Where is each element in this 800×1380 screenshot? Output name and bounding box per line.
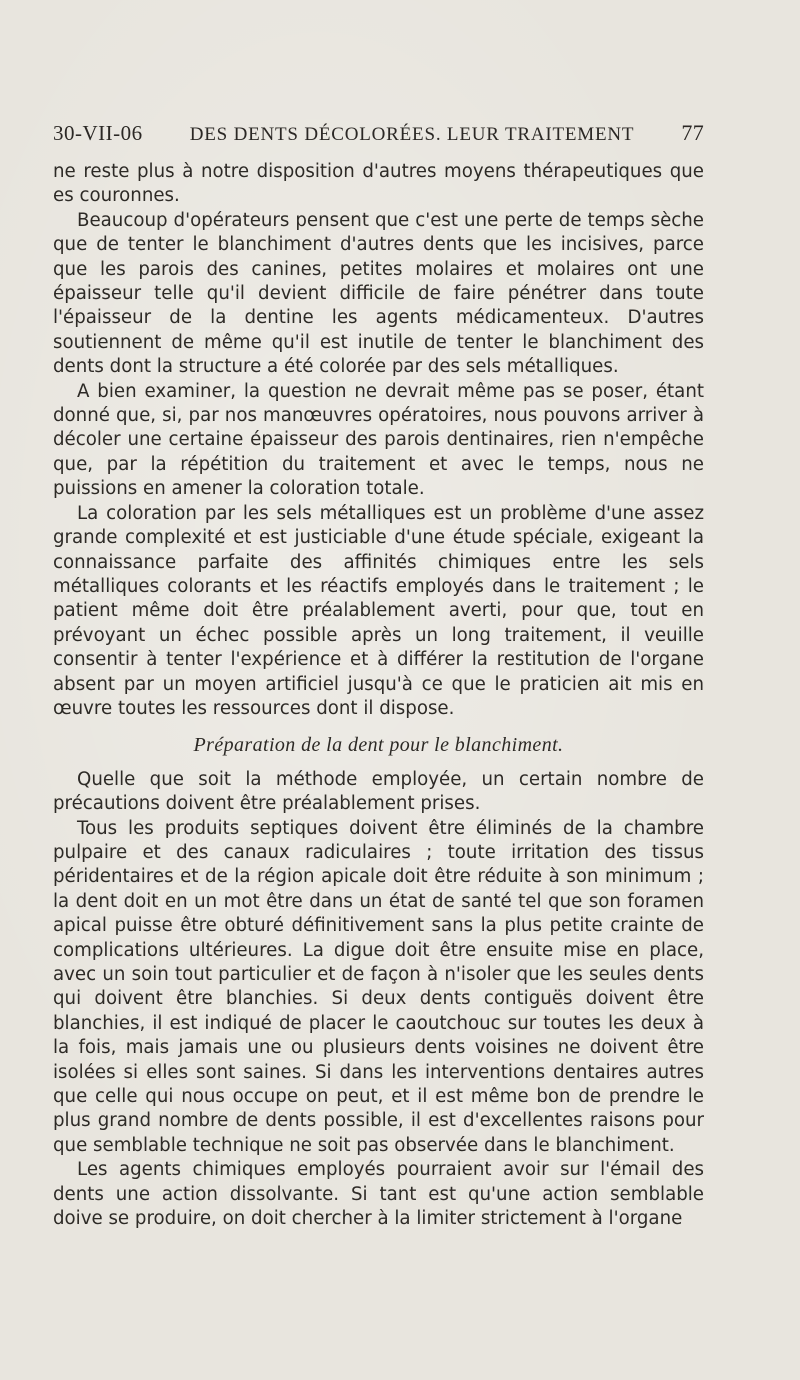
- header-date: 30-VII-06: [53, 121, 143, 145]
- paragraph: Tous les produits septiques doivent être éliminés de la chambre pulpaire et des canaux radiculaires ; toute irritation des tissus péridentaires et de la région apicale doit être réduite à son minimum ; la dent doit en un mot être dans un état de santé tel que son foramen apical puisse être obturé définitivement sans la plus petite crainte de complications ultérieures. La digue doit être ensuite mise en place, avec un soin tout particulier et de façon à n'isoler que les seules dents qui doivent être blanchies. Si deux dents contiguës doivent être blanchies, il est indiqué de placer le caoutchouc sur toutes les deux à la fois, mais jamais une ou plusieurs dents voisines ne doivent être isolées si elles sont saines. Si dans les interventions dentaires autres que celle qui nous occupe on peut, et il est même bon de prendre le plus grand nombre de dents possible, il est d'excellentes raisons pour que semblable technique ne soit pas observée dans le blanchiment.: [53, 817, 704, 1156]
- paragraph: Beaucoup d'opérateurs pensent que c'est une perte de temps sèche que de tenter le blanchiment d'autres dents que les incisives, parce que les parois des canines, petites molaires et molaires ont une épaisseur telle qu'il devient difficile de faire pénétrer dans toute l'épaisseur de la dentine les agents médicamenteux. D'autres soutiennent de même qu'il est inutile de tenter le blanchiment des dents dont la structure a été colorée par des sels métalliques.: [53, 209, 704, 378]
- paragraph: La coloration par les sels métalliques est un problème d'une assez grande complexité et est justiciable d'une étude spéciale, exigeant la connaissance parfaite des affinités chimiques entre les sels métalliques colorants et les réactifs employés dans le traitement ; le patient même doit être préalablement averti, pour que, tout en prévoyant un échec possible après un long traitement, il veuille consentir à tenter l'expérience et à différer la restitution de l'organe absent par un moyen artificiel jusqu'à ce que le praticien ait mis en œuvre toutes les ressources dont il dispose.: [53, 502, 704, 719]
- header-title: DES DENTS DÉCOLORÉES. LEUR TRAITEMENT: [189, 124, 635, 145]
- paragraph: Quelle que soit la méthode employée, un certain nombre de précautions doivent être préalablement prises.: [53, 768, 704, 815]
- running-head: [53, 118, 704, 148]
- paragraph: A bien examiner, la question ne devrait même pas se poser, étant donné que, si, par nos manœuvres opératoires, nous pouvons arriver à décoler une certaine épaisseur des parois dentinaires, rien n'empêche que, par la répétition du traitement et avec le temps, nous ne puissions en amener la coloration totale.: [53, 380, 704, 500]
- page-number: 77: [681, 120, 704, 145]
- body-text: [53, 160, 704, 1231]
- section-heading: Préparation de la dent pour le blanchiment.: [193, 734, 564, 757]
- paragraph: ne reste plus à notre disposition d'autres moyens thérapeutiques que es couronnes.: [53, 161, 704, 207]
- paragraph: Les agents chimiques employés pourraient avoir sur l'émail des dents une action dissolvante. Si tant est qu'une action semblable doive se produire, on doit chercher à la limiter strictement à l'organe: [53, 1159, 704, 1230]
